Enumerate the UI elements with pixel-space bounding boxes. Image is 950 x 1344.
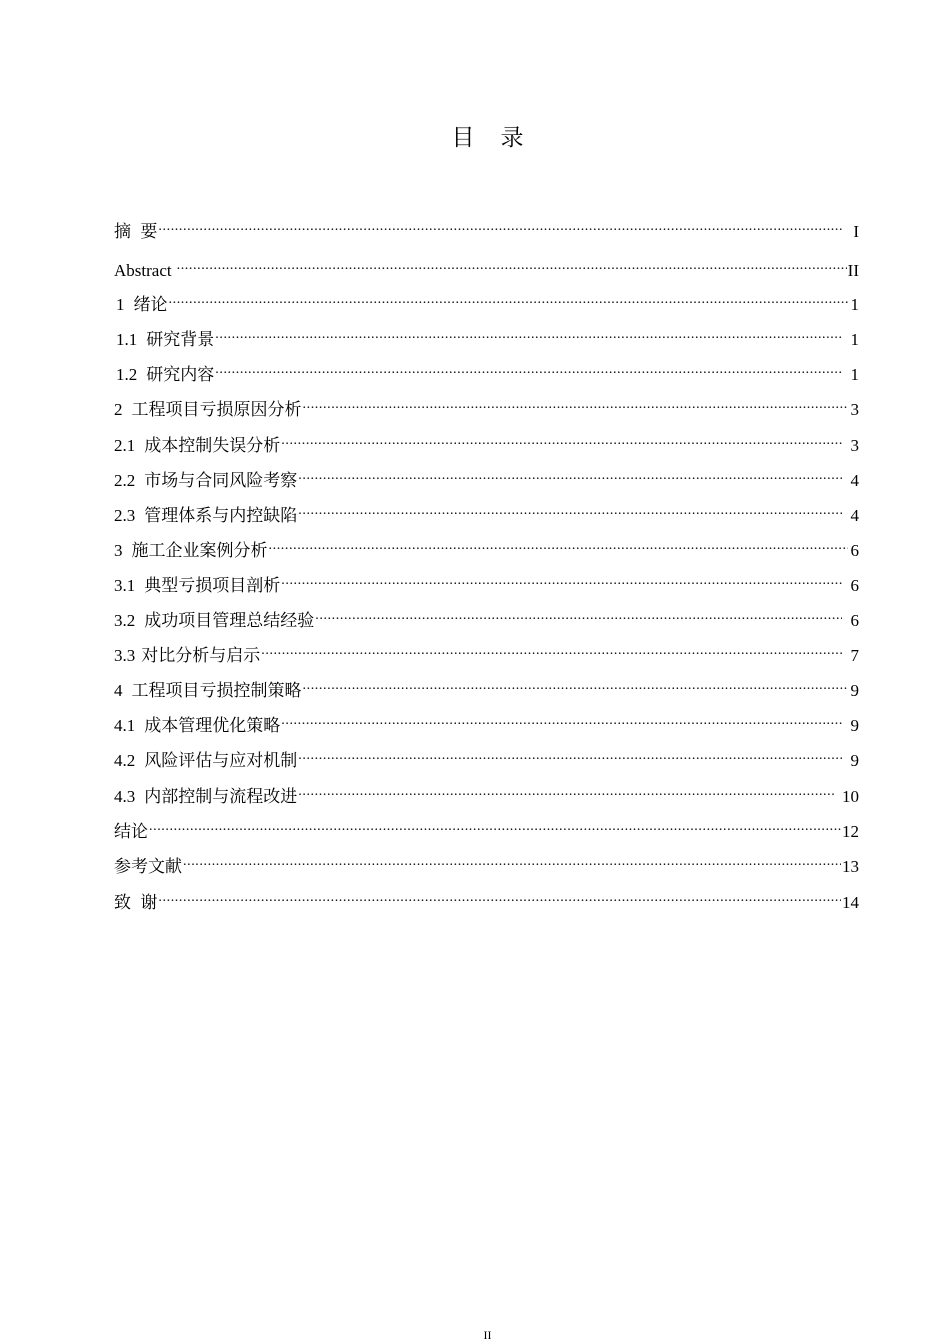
page-title-char-1: 目 — [451, 125, 475, 151]
toc-entry-page: 14 — [842, 893, 859, 912]
toc-leader-dots — [149, 813, 841, 837]
toc-leader-dots — [158, 213, 842, 237]
toc-entry-abstract-cn[interactable] — [114, 213, 859, 242]
toc-entry-page: 12 — [842, 822, 859, 841]
toc-entry-section-3-3[interactable] — [114, 637, 859, 666]
toc-entry-page: 6 — [850, 541, 859, 560]
toc-entry-section-3-1[interactable] — [114, 567, 859, 596]
toc-entry-label: 工程项目亏损控制策略 — [131, 681, 302, 701]
toc-leader-dots — [298, 742, 842, 766]
toc-entry-page: 3 — [850, 436, 859, 455]
toc-entry-page: I — [853, 222, 859, 241]
toc-entry-section-2-1[interactable] — [114, 427, 859, 456]
toc-entry-acknowledgements[interactable] — [114, 884, 859, 913]
toc-entry-page: 1 — [850, 330, 859, 349]
toc-entry-number: 3.3 — [114, 646, 136, 665]
toc-entry-label: 市场与合同风险考察 — [144, 471, 298, 491]
toc-entry-number: 4.1 — [114, 716, 136, 735]
toc-entry-section-3-2[interactable] — [114, 602, 859, 631]
toc-entry-number: 3 — [114, 541, 123, 560]
toc-entry-chapter-3[interactable] — [114, 532, 859, 561]
toc-leader-dots — [303, 391, 849, 415]
toc-leader-dots — [183, 848, 841, 872]
toc-leader-dots — [169, 286, 849, 310]
toc-entry-label: 绪论 — [133, 295, 168, 315]
toc-leader-dots — [269, 532, 849, 556]
toc-entry-label: 风险评估与应对机制 — [144, 751, 298, 771]
toc-entry-label: 对比分析与启示 — [141, 646, 261, 666]
toc-entry-label: Abstract — [114, 261, 172, 280]
toc-leader-dots — [281, 567, 842, 591]
toc-entry-label: 成功项目管理总结经验 — [144, 611, 315, 631]
toc-entry-page: 9 — [850, 681, 859, 700]
toc-entry-page: 7 — [850, 646, 859, 665]
toc-entry-number: 4 — [114, 681, 123, 700]
toc-entry-number: 3.2 — [114, 611, 136, 630]
toc-leader-dots — [315, 602, 842, 626]
toc-entry-conclusion[interactable] — [114, 813, 859, 842]
toc-entry-label: 研究背景 — [146, 330, 215, 350]
toc-entry-label: 结论 — [114, 822, 148, 842]
toc-entry-number: 3.1 — [114, 576, 136, 595]
toc-entry-chapter-4[interactable] — [114, 672, 859, 701]
toc-entry-number: 4.2 — [114, 751, 136, 770]
toc-entry-label: 施工企业案例分析 — [131, 541, 268, 561]
toc-entry-page: 3 — [850, 400, 859, 419]
toc-entry-label: 致 谢 — [114, 893, 158, 913]
toc-entry-label: 参考文献 — [114, 857, 182, 877]
toc-leader-dots — [215, 356, 842, 380]
toc-entry-label: 摘 要 — [114, 222, 158, 242]
toc-entry-number: 2.2 — [114, 471, 136, 490]
toc-entry-page: 9 — [850, 716, 859, 735]
toc-leader-dots — [298, 497, 842, 521]
toc-entry-label: 成本控制失误分析 — [144, 436, 281, 456]
toc-entry-number: 2.1 — [114, 436, 136, 455]
toc-leader-dots — [281, 427, 842, 451]
toc-leader-dots — [215, 321, 842, 345]
toc-entry-page: 1 — [850, 365, 859, 384]
toc-entry-page: 10 — [842, 787, 859, 806]
toc-leader-dots — [177, 252, 847, 276]
toc-entry-number: 1.2 — [116, 365, 138, 384]
toc-entry-number: 2.3 — [114, 506, 136, 525]
toc-entry-page: 6 — [850, 611, 859, 630]
toc-entry-chapter-1[interactable] — [114, 286, 859, 315]
toc-leader-dots — [298, 778, 835, 802]
toc-entry-abstract-en[interactable] — [114, 252, 859, 280]
toc-entry-number: 1.1 — [116, 330, 138, 349]
toc-entry-label: 工程项目亏损原因分析 — [131, 400, 302, 420]
toc-entry-label: 成本管理优化策略 — [144, 716, 281, 736]
page-title-char-2: 录 — [500, 125, 524, 151]
toc-entry-page: 4 — [850, 506, 859, 525]
toc-entry-label: 研究内容 — [146, 365, 215, 385]
toc-entry-number: 1 — [116, 295, 125, 314]
toc-entry-section-4-1[interactable] — [114, 707, 859, 736]
toc-entry-section-2-2[interactable] — [114, 462, 859, 491]
toc-entry-page: II — [847, 261, 859, 280]
toc-entry-section-1-2[interactable] — [114, 356, 859, 385]
toc-entry-references[interactable] — [114, 848, 859, 877]
toc-entry-page: 13 — [842, 857, 859, 876]
toc-entry-page: 6 — [850, 576, 859, 595]
toc-leader-dots — [303, 672, 849, 696]
toc-entry-number: 2 — [114, 400, 123, 419]
toc-entry-label: 管理体系与内控缺陷 — [144, 506, 298, 526]
toc-entry-section-1-1[interactable] — [114, 321, 859, 350]
toc-leader-dots — [261, 637, 842, 661]
toc-entry-page: 9 — [850, 751, 859, 770]
page-title — [0, 122, 950, 154]
toc-leader-dots — [281, 707, 842, 731]
toc-entry-page: 1 — [850, 295, 859, 314]
page-number-footer: II — [483, 1328, 492, 1342]
toc-entry-section-4-2[interactable] — [114, 742, 859, 771]
toc-entry-section-2-3[interactable] — [114, 497, 859, 526]
toc-entry-section-4-3[interactable] — [114, 778, 859, 807]
toc-leader-dots — [298, 462, 842, 486]
toc-entry-chapter-2[interactable] — [114, 391, 859, 420]
toc-entry-label: 典型亏损项目剖析 — [144, 576, 281, 596]
toc-entry-label: 内部控制与流程改进 — [144, 787, 298, 807]
toc-leader-dots — [158, 884, 841, 908]
toc-entry-page: 4 — [850, 471, 859, 490]
toc-entry-number: 4.3 — [114, 787, 136, 806]
